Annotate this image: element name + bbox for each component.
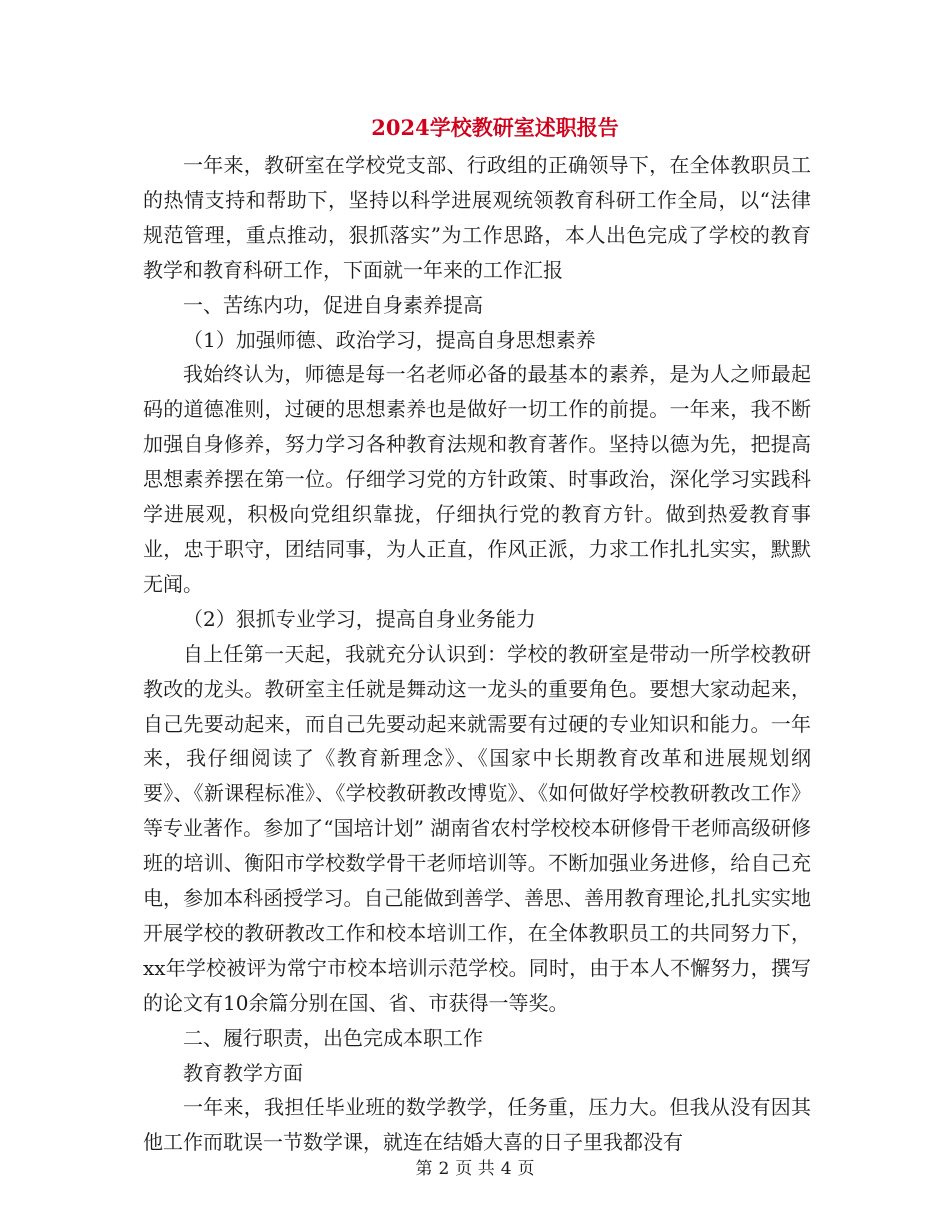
- paragraph-ethics: 我始终认为，师德是每一名老师必备的最基本的素养，是为人之师最起码的道德准则，过硬的思想素养也是做好一切工作的前提。一年来，我不断加强自身修养，努力学习各种教育法规和教育著作。坚持以德为先，把提高思想素养摆在第一位。仔细学习党的方针政策、时事政治，深化学习实践科学进展观，积极向党组织靠拢，仔细执行党的教育方针。做到热爱教育事业，忠于职守，团结同事，为人正直，作风正派，力求工作扎扎实实，默默无闻。: [143, 362, 811, 596]
- footer-suffix: 页: [517, 1159, 535, 1179]
- page-footer: [0, 1157, 950, 1181]
- section-heading-2: 二、履行职责，出色完成本职工作: [183, 1025, 483, 1050]
- subsection-heading-3: 教育教学方面: [183, 1060, 303, 1085]
- footer-page-number: 2: [438, 1159, 450, 1179]
- section-heading-1: 一、苦练内功，促进自身素养提高: [183, 292, 483, 317]
- subsection-heading-1: （1）加强师德、政治学习，提高自身思想素养: [183, 327, 596, 352]
- footer-prefix: 第: [415, 1159, 433, 1179]
- footer-page-total: 4: [500, 1159, 512, 1179]
- paragraph-professional: 自上任第一天起，我就充分认识到：学校的教研室是带动一所学校教研教改的龙头。教研室主任就是舞动这一龙头的重要角色。要想大家动起来，自己先要动起来，而自己先要动起来就需要有过硬的专业知识和能力。一年来，我仔细阅读了《教育新理念》、《国家中长期教育改革和进展规划纲要》、《新课程标准》、《学校教研教改博览》、《如何做好学校教研教改工作》等专业著作。参加了“国培计划” 湖南省农村学校校本研修骨干老师高级研修班的培训、衡阳市学校数学骨干老师培训等。不断加强业务进修，给自己充电，参加本科函授学习。自己能做到善学、善思、善用教育理论,扎扎实实地开展学校的教研教改工作和校本培训工作，在全体教职员工的共同努力下，xx年学校被评为常宁市校本培训示范学校。同时，由于本人不懈努力，撰写的论文有10余篇分别在国、省、市获得一等奖。: [143, 641, 811, 1015]
- document-title: 2024学校教研室述职报告: [371, 115, 619, 140]
- footer-mid: 页 共: [455, 1159, 495, 1179]
- paragraph-teaching: 一年来，我担任毕业班的数学教学，任务重，压力大。但我从没有因其他工作而耽误一节数学课，就连在结婚大喜的日子里我都没有: [143, 1095, 811, 1155]
- paragraph-intro: 一年来，教研室在学校党支部、行政组的正确领导下，在全体教职员工的热情支持和帮助下，坚持以科学进展观统领教育科研工作全局，以“法律规范管理，重点推动，狠抓落实”为工作思路，本人出色完成了学校的教育教学和教育科研工作，下面就一年来的工作汇报: [143, 153, 811, 282]
- subsection-heading-2: （2）狠抓专业学习，提高自身业务能力: [183, 606, 536, 631]
- document-body: [143, 148, 811, 1160]
